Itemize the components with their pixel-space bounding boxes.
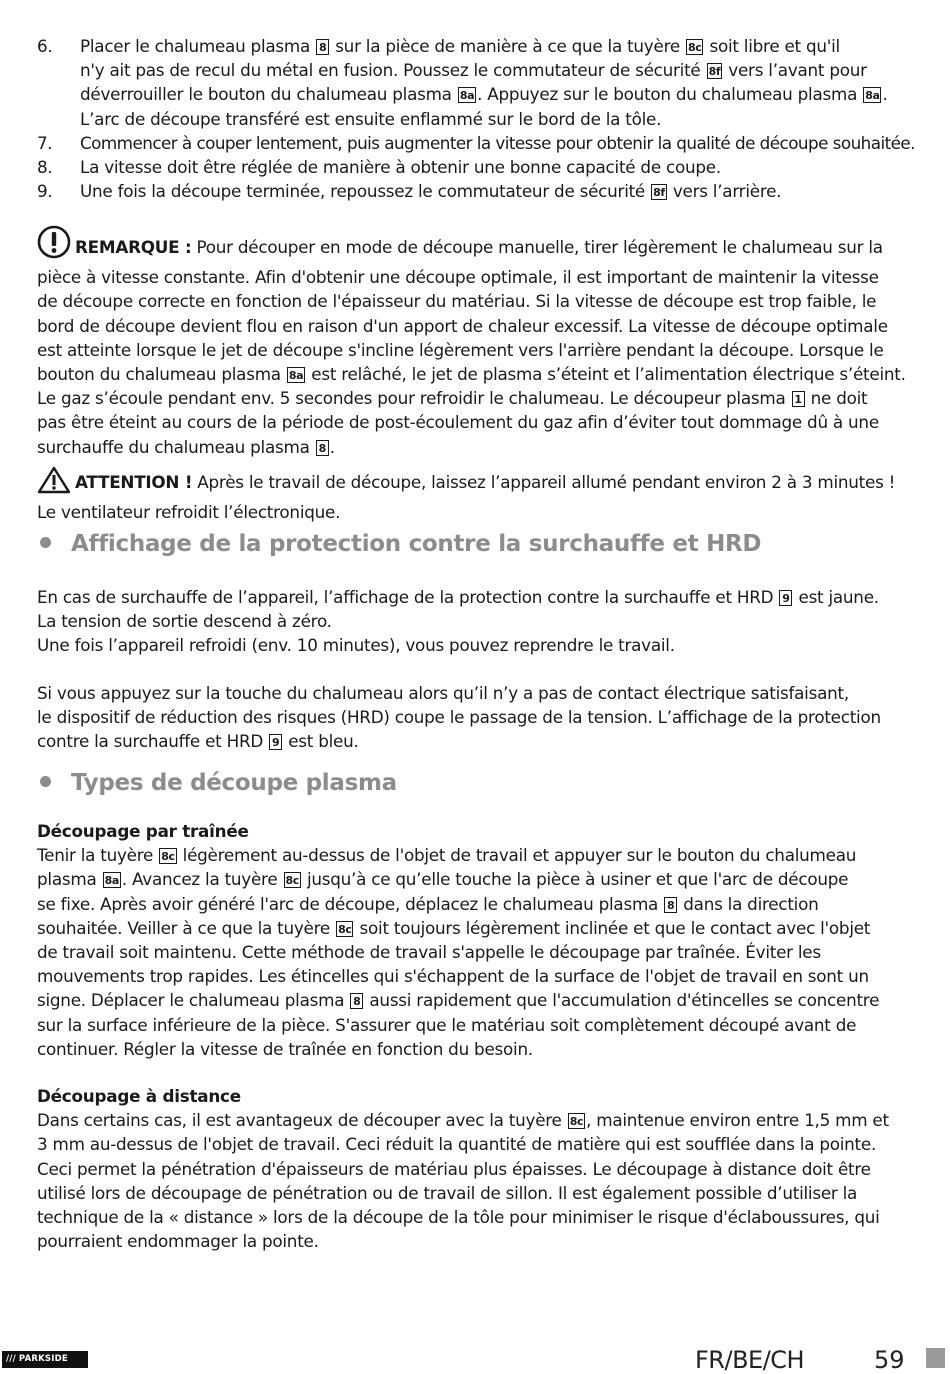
text-line xyxy=(37,267,879,287)
text-run: pas être éteint au cours de la période de post-écoulement du gaz afin d’éviter tout dommage dû à une xyxy=(37,412,879,433)
drag-cutting-section xyxy=(37,819,917,1061)
section-heading-types xyxy=(37,770,917,796)
text-line xyxy=(80,36,840,56)
text-run: . xyxy=(882,84,888,105)
parkside-logo xyxy=(2,1351,88,1368)
text-line xyxy=(37,1039,533,1059)
part-reference-9: 9 xyxy=(269,734,282,750)
text-line xyxy=(37,291,876,311)
step-number: 9. xyxy=(37,181,53,202)
text-run: ne doit xyxy=(805,388,868,409)
part-reference-8: 8 xyxy=(316,39,329,55)
text-run: n'y ait pas de recul du métal en fusion. Poussez le commutateur de sécurité xyxy=(80,60,706,81)
drag-cutting-text xyxy=(37,843,917,1061)
exclamation-circle-icon xyxy=(37,225,71,265)
logo-text: PARKSIDE xyxy=(18,1354,68,1364)
text-run: est relâché, le jet de plasma s’éteint et l’alimentation électrique s’éteint. xyxy=(306,364,906,385)
text-run: de travail soit maintenu. Cette méthode de travail s'appelle le découpage par traînée. Éviter les xyxy=(37,942,821,963)
text-run: Le gaz s’écoule pendant env. 5 secondes pour refroidir le chalumeau. Le découpeur plasma xyxy=(37,388,791,409)
part-reference-8: 8 xyxy=(350,993,363,1009)
text-line xyxy=(37,894,818,914)
text-line xyxy=(80,60,867,80)
text-line xyxy=(37,869,848,889)
text-line xyxy=(37,635,675,655)
text-line xyxy=(80,133,915,153)
part-reference-8c: 8c xyxy=(161,850,175,864)
drag-cutting-title: Découpage par traînée xyxy=(37,821,249,841)
text-run: aussi rapidement que l'accumulation d'étincelles se concentre xyxy=(364,990,880,1011)
part-reference-8a: 8a xyxy=(865,89,880,103)
bullet-icon xyxy=(40,776,51,787)
text-run: La vitesse doit être réglée de manière à obtenir une bonne capacité de coupe. xyxy=(80,157,721,178)
part-reference-8c: 8c xyxy=(338,922,352,936)
text-run: surchauffe du chalumeau plasma xyxy=(37,436,315,457)
text-run: sur la pièce de manière à ce que la tuyère xyxy=(330,36,686,56)
text-run: . Avancez la tuyère xyxy=(121,869,283,890)
text-run: mouvements trop rapides. Les étincelles qui s'échappent de la surface de l'objet de travail en sont un xyxy=(37,966,869,987)
part-reference-1: 1 xyxy=(792,391,805,407)
text-run: déverrouiller le bouton du chalumeau plasma xyxy=(80,84,457,105)
text-line xyxy=(37,1231,319,1251)
text-line xyxy=(37,1159,871,1179)
text-line xyxy=(37,707,881,727)
text-run: soit libre et qu'il xyxy=(704,36,840,56)
text-run: Le ventilateur refroidit l’électronique. xyxy=(37,502,341,523)
text-line xyxy=(75,472,895,492)
step-item xyxy=(37,34,917,131)
text-line xyxy=(37,316,888,336)
logo-slashes: /// xyxy=(6,1354,16,1364)
text-run: bord de découpe devient flou en raison d'un apport de chaleur excessif. La vitesse de découpe optimale xyxy=(37,315,888,336)
text-run: technique de la « distance » lors de la découpe de la tôle pour minimiser le risque d'éclaboussures, qui xyxy=(37,1207,880,1228)
text-run: légèrement au-dessus de l'objet de travail et appuyer sur le bouton du chalumeau xyxy=(177,845,857,866)
section-heading-overheat xyxy=(37,531,917,557)
text-line xyxy=(37,683,849,703)
text-line xyxy=(37,942,821,962)
text-run: de découpe correcte en fonction de l'épaisseur du matériau. Si la vitesse de découpe est trop faible, le xyxy=(37,291,877,312)
text-run: Placer le chalumeau plasma xyxy=(80,36,316,56)
text-run: pièce à vitesse constante. Afin d'obtenir une découpe optimale, il est important de maintenir la vitesse xyxy=(37,267,879,288)
text-line xyxy=(37,990,879,1010)
page-number: 59 xyxy=(874,1346,905,1374)
text-run: La tension de sortie descend à zéro. xyxy=(37,611,332,632)
section-heading-text: Types de découpe plasma xyxy=(71,770,397,796)
text-line xyxy=(37,340,884,360)
text-run: Ceci permet la pénétration d'épaisseurs de matériau plus épaisses. Le découpage à distance doit être xyxy=(37,1158,871,1179)
text-run: , maintenue environ entre 1,5 mm et xyxy=(586,1110,889,1131)
part-reference-8c: 8c xyxy=(569,1115,584,1129)
text-line xyxy=(37,437,335,457)
part-reference-9: 9 xyxy=(779,590,792,606)
note-lead: ATTENTION ! xyxy=(75,472,193,492)
text-run: dans la direction xyxy=(678,893,819,914)
text-run: utilisé lors de découpage de pénétration ou de travail de sillon. Il est également possible d’utiliser la xyxy=(37,1182,858,1203)
distance-cutting-text xyxy=(37,1108,917,1253)
text-run: Une fois la découpe terminée, repoussez le commutateur de sécurité xyxy=(80,181,651,202)
steps-list xyxy=(37,34,917,203)
remarque-text xyxy=(37,237,906,457)
remarque-note xyxy=(37,225,917,459)
text-line xyxy=(80,109,661,129)
text-line xyxy=(37,1134,876,1154)
step-text xyxy=(80,36,888,129)
step-item xyxy=(37,155,917,179)
text-run: En cas de surchauffe de l’appareil, l’affichage de la protection contre la surchauffe et HRD xyxy=(37,587,779,607)
step-text xyxy=(80,133,915,153)
text-line xyxy=(80,157,721,177)
text-line xyxy=(37,1015,856,1035)
text-run: vers l’avant pour xyxy=(723,60,867,81)
text-line xyxy=(80,181,781,201)
text-run: . Appuyez sur le bouton du chalumeau plasma xyxy=(477,84,863,105)
text-run: est bleu. xyxy=(283,731,359,752)
text-run: souhaitée. Veiller à ce que la tuyère xyxy=(37,917,336,938)
text-run: continuer. Régler la vitesse de traînée en fonction du besoin. xyxy=(37,1038,533,1059)
text-run: pourraient endommager la pointe. xyxy=(37,1231,319,1252)
part-reference-8c: 8c xyxy=(688,41,702,54)
attention-text xyxy=(37,472,895,522)
text-run: Si vous appuyez sur la touche du chalumeau alors qu’il n’y a pas de contact électrique satisfaisant, xyxy=(37,683,849,703)
text-line xyxy=(37,845,856,865)
bullet-icon xyxy=(40,537,51,548)
text-run: Commencer à couper lentement, puis augmenter la vitesse pour obtenir la qualité de découpe souhaitée. xyxy=(80,132,915,153)
text-run: est atteinte lorsque le jet de découpe s'incline légèrement vers l'arrière pendant la découpe. Lorsque le xyxy=(37,339,884,360)
part-reference-8a: 8a xyxy=(104,874,119,888)
part-reference-8a: 8a xyxy=(288,369,304,383)
text-line xyxy=(37,611,332,631)
text-run: jusqu’à ce qu’elle touche la pièce à usiner et que l'arc de découpe xyxy=(301,869,849,890)
attention-note xyxy=(37,466,917,524)
step-number: 6. xyxy=(37,36,53,56)
text-run: L’arc de découpe transféré est ensuite enflammé sur le bord de la tôle. xyxy=(80,108,662,129)
part-reference-8c: 8c xyxy=(285,874,299,888)
overheat-paragraph-1 xyxy=(37,585,917,658)
text-line xyxy=(37,731,359,751)
step-item xyxy=(37,131,917,155)
distance-cutting-title: Découpage à distance xyxy=(37,1086,241,1106)
part-reference-8f: 8f xyxy=(653,186,665,200)
text-run: Après le travail de découpe, laissez l’appareil allumé pendant environ 2 à 3 minutes ! xyxy=(192,472,896,492)
part-reference-8: 8 xyxy=(316,440,329,456)
text-line xyxy=(80,84,888,104)
step-number: 8. xyxy=(37,157,53,178)
text-run: est jaune. xyxy=(793,587,879,607)
distance-cutting-section xyxy=(37,1084,917,1253)
step-item xyxy=(37,179,917,203)
text-run: bouton du chalumeau plasma xyxy=(37,364,286,385)
text-line xyxy=(37,364,906,384)
text-run: soit toujours légèrement inclinée et que le contact avec l'objet xyxy=(354,917,871,938)
text-run: . xyxy=(329,436,335,457)
text-run: sur la surface inférieure de la pièce. S'assurer que le matériau soit complètement découpé avant de xyxy=(37,1014,857,1035)
text-line xyxy=(37,966,869,986)
text-run: Dans certains cas, il est avantageux de découper avec la tuyère xyxy=(37,1110,567,1131)
text-line xyxy=(37,1110,889,1130)
text-run: Tenir la tuyère xyxy=(37,845,159,866)
text-run: vers l’arrière. xyxy=(667,181,782,202)
step-text xyxy=(80,157,721,177)
overheat-paragraph-2 xyxy=(37,681,917,754)
note-lead: REMARQUE : xyxy=(75,237,192,257)
text-line xyxy=(37,502,340,522)
text-line xyxy=(37,587,879,607)
part-reference-8: 8 xyxy=(664,897,677,913)
text-line xyxy=(75,237,883,257)
text-run: Pour découper en mode de découpe manuelle, tirer légèrement le chalumeau sur la xyxy=(191,237,883,257)
text-run: 3 mm au-dessus de l'objet de travail. Ceci réduit la quantité de matière qui est soufflée dans la pointe. xyxy=(37,1134,877,1155)
section-heading-text: Affichage de la protection contre la surchauffe et HRD xyxy=(71,531,762,557)
part-reference-8a: 8a xyxy=(459,89,475,103)
text-run: se fixe. Après avoir généré l'arc de découpe, déplacez le chalumeau plasma xyxy=(37,893,664,914)
step-text xyxy=(80,181,781,201)
warning-triangle-icon xyxy=(37,466,71,500)
text-run: Une fois l’appareil refroidi (env. 10 minutes), vous pouvez reprendre le travail. xyxy=(37,635,675,656)
page-corner-marker xyxy=(926,1348,945,1368)
text-run: le dispositif de réduction des risques (HRD) coupe le passage de la tension. L’affichage de la protection xyxy=(37,707,881,728)
region-label: FR/BE/CH xyxy=(695,1346,805,1374)
text-run: signe. Déplacer le chalumeau plasma xyxy=(37,990,350,1011)
step-number: 7. xyxy=(37,132,52,153)
text-line xyxy=(37,1183,857,1203)
text-line xyxy=(37,388,867,408)
text-line xyxy=(37,412,879,432)
text-line xyxy=(37,1207,880,1227)
text-run: plasma xyxy=(37,869,102,890)
part-reference-8f: 8f xyxy=(708,65,721,79)
text-run: contre la surchauffe et HRD xyxy=(37,731,269,752)
text-line xyxy=(37,918,870,938)
